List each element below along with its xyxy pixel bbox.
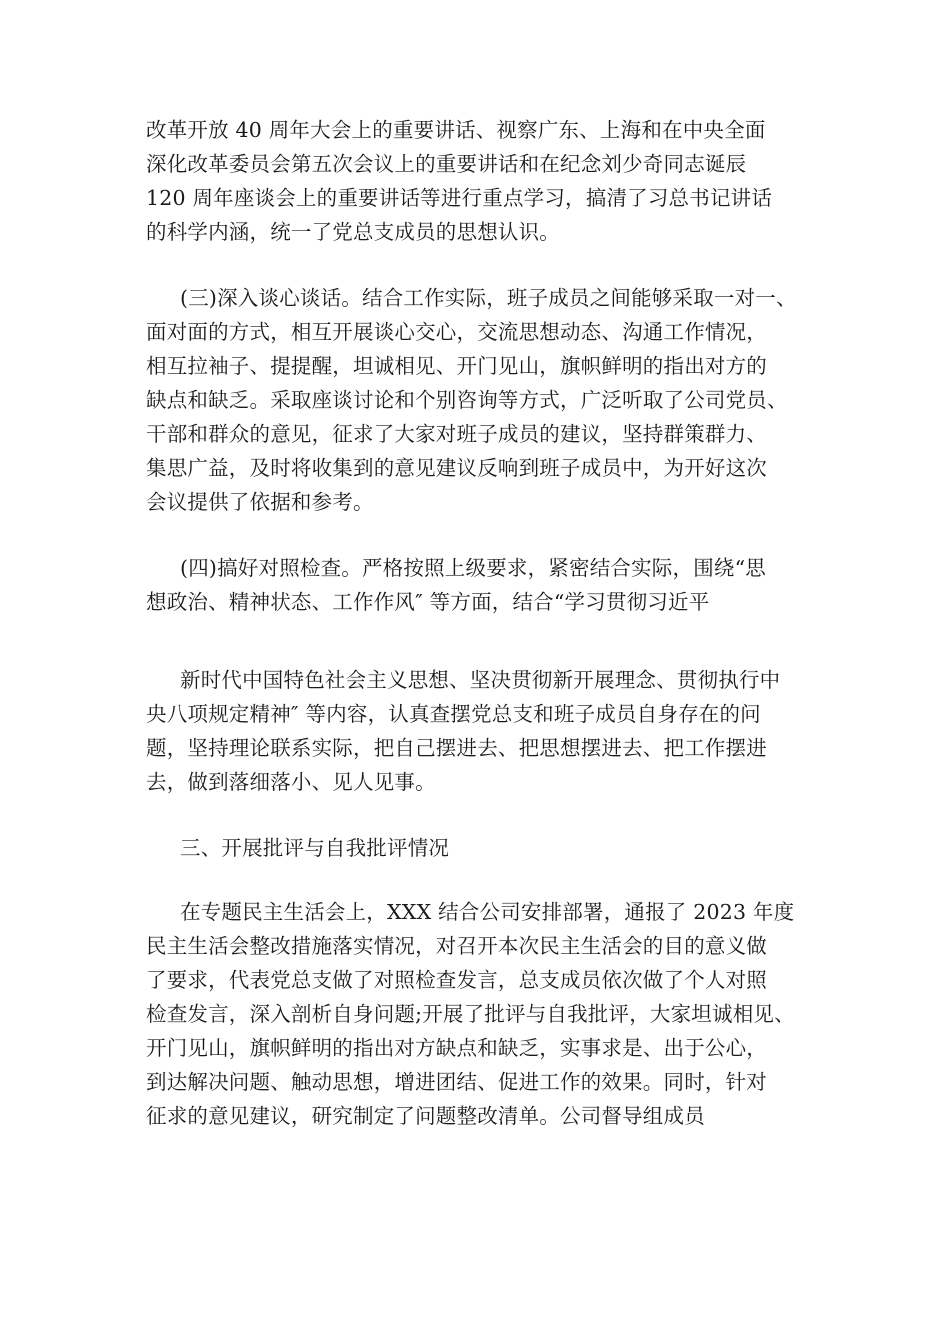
section-heading: 三、开展批评与自我批评情况: [180, 836, 450, 860]
text-line: 检查发言，深入剖析自身问题;开展了批评与自我批评，大家坦诚相见、: [146, 1002, 795, 1026]
text-line: 的科学内涵，统一了党总支成员的思想认识。: [146, 220, 560, 244]
text-line: 新时代中国特色社会主义思想、坚决贯彻新开展理念、贯彻执行中: [180, 668, 781, 692]
text-line: 120 周年座谈会上的重要讲话等进行重点学习，搞清了习总书记讲话: [146, 186, 773, 210]
text-line: 开门见山，旗帜鲜明的指出对方缺点和缺乏，实事求是、出于公心，: [146, 1036, 767, 1060]
text-line: 去，做到落细落小、见人见事。: [146, 770, 436, 794]
text-line: 征求的意见建议，研究制定了问题整改清单。公司督导组成员: [146, 1104, 705, 1128]
text-line: 深化改革委员会第五次会议上的重要讲话和在纪念刘少奇同志诞辰: [146, 152, 747, 176]
text-line: 到达解决问题、触动思想，增进团结、促进工作的效果。同时，针对: [146, 1070, 767, 1094]
text-line: 相互拉袖子、提提醒，坦诚相见、开门见山，旗帜鲜明的指出对方的: [146, 354, 767, 378]
text-line: 集思广益，及时将收集到的意见建议反响到班子成员中，为开好这次: [146, 456, 767, 480]
text-line: 面对面的方式，相互开展谈心交心，交流思想动态、沟通工作情况，: [146, 320, 767, 344]
text-line: (三)深入谈心谈话。结合工作实际，班子成员之间能够采取一对一、: [180, 286, 797, 310]
text-line: 想政治、精神状态、工作作风″ 等方面，结合“学习贯彻习近平: [146, 590, 710, 614]
text-line: 改革开放 40 周年大会上的重要讲话、视察广东、上海和在中央全面: [146, 118, 766, 142]
text-line: 缺点和缺乏。采取座谈讨论和个别咨询等方式，广泛听取了公司党员、: [146, 388, 788, 412]
text-line: 了要求，代表党总支做了对照检查发言，总支成员依次做了个人对照: [146, 968, 767, 992]
text-line: 题，坚持理论联系实际，把自己摆进去、把思想摆进去、把工作摆进: [146, 736, 767, 760]
text-line: 干部和群众的意见，征求了大家对班子成员的建议，坚持群策群力、: [146, 422, 767, 446]
text-line: 会议提供了依据和参考。: [146, 490, 374, 514]
text-line: 央八项规定精神″ 等内容，认真查摆党总支和班子成员自身存在的问: [146, 702, 761, 726]
text-line: 在专题民主生活会上，XXX 结合公司安排部署，通报了 2023 年度: [180, 900, 795, 924]
text-line: 民主生活会整改措施落实情况，对召开本次民主生活会的目的意义做: [146, 934, 767, 958]
text-line: (四)搞好对照检查。严格按照上级要求，紧密结合实际，围绕“思: [180, 556, 766, 580]
